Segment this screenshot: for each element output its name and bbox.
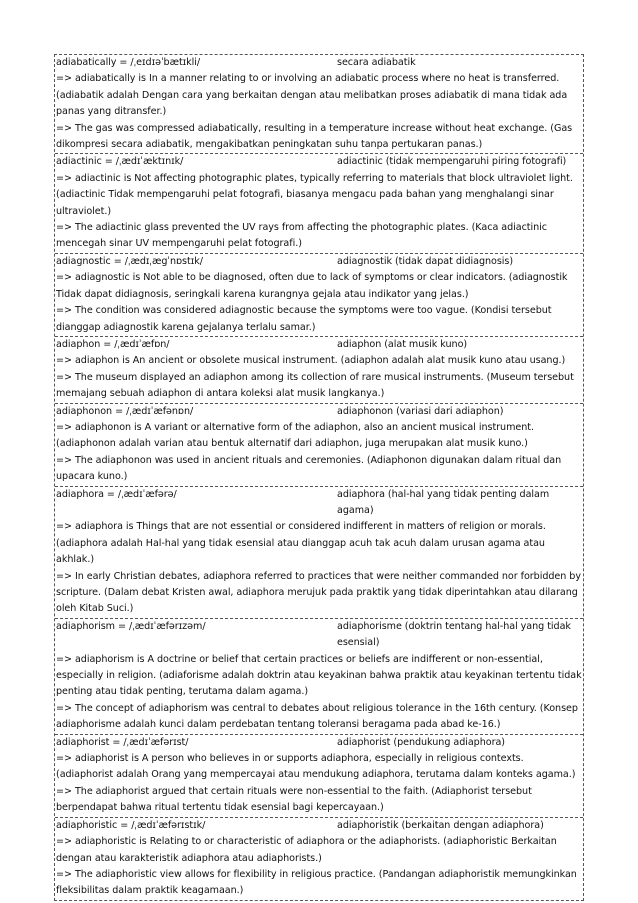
entry-definition: => adiabatically is In a manner relating to or involving an adiabatic process where no heat is transferred. (adiabatik adalah Dengan cara yang berkaitan dengan atau melibatkan proses adiabatik di mana tidak ada panas yang ditransfer.) [56, 73, 568, 118]
entry-definition: => adiaphonon is A variant or alternative form of the adiaphon, also an ancient musical instrument. (adiaphonon adalah varian atau bentuk alternatif dari adiaphon, juga merupakan alat musik kuno.) [56, 421, 534, 450]
entry-example: => The concept of adiaphorism was central to debates about religious tolerance in the 16th century. (Konsep adiaphorisme adalah kunci dalam perdebatan tentang toleransi beragama pada abad ke-16.) [56, 702, 578, 731]
entry-adiaphorism [55, 619, 583, 735]
entry-example: => In early Christian debates, adiaphora referred to practices that were neither commanded nor forbidden by scripture. (Dalam debat Kristen awal, adiaphora merujuk pada praktik yang tidak diperintahkan atau dilarang oleh Kitab Suci.) [56, 570, 581, 615]
entry-example: => The adiactinic glass prevented the UV rays from affecting the photographic plates. (Kaca adiactinic mencegah sinar UV mempengaruhi pelat fotografi.) [56, 222, 548, 250]
entry-header [56, 487, 582, 520]
entry-definition: => adiagnostic is Not able to be diagnosed, often due to lack of symptoms or clear indicators. (adiagnostik Tidak dapat didiagnosis, seringkali karena kurangnya gejala atau indikator yang jelas.) [56, 272, 568, 300]
entry-definition: => adiactinic is Not affecting photographic plates, typically referring to materials that block ultraviolet light. (adiactinic Tidak mempengaruhi pelat fotografi, biasanya mengacu pada bahan yang menghalangi sinar ultraviolet.) [56, 172, 573, 217]
entry-example: => The adiaphonon was used in ancient rituals and ceremonies. (Adiaphonon digunakan dalam ritual dan upacara kuno.) [56, 454, 562, 483]
entry-translation: adiaphora (hal-hal yang tidak penting dalam agama) [337, 488, 550, 516]
entry-example: => The adiaphoristic view allows for flexibility in religious practice. (Pandangan adiaphoristik memungkinkan fleksibilitas dalam praktik keagamaan.) [56, 868, 577, 897]
entry-translation: adiactinic (tidak mempengaruhi piring fotografi) [337, 156, 567, 168]
entry-translation: adiaphon (alat musik kuno) [337, 338, 468, 350]
entry-example: => The condition was considered adiagnostic because the symptoms were too vague. (Kondisi tersebut dianggap adiagnostik karena gejalanya terlalu samar.) [56, 305, 552, 333]
entry-adiaphon [55, 337, 583, 404]
entry-word: adiaphon = /ˌædɪˈæfɒn/ [56, 338, 170, 350]
entry-translation: adiaphorist (pendukung adiaphora) [337, 736, 505, 748]
entry-adiaphora [55, 487, 583, 619]
entry-header [56, 818, 582, 834]
entry-definition: => adiaphon is An ancient or obsolete musical instrument. (adiaphon adalah alat musik kuno atau usang.) [56, 355, 566, 367]
entry-example: => The museum displayed an adiaphon among its collection of rare musical instruments. (Museum tersebut memajang sebuah adiaphon di antara koleksi alat musik langkanya.) [56, 371, 574, 400]
entry-adiactinic [55, 154, 583, 253]
entry-word: adiaphorist = /ˌædɪˈæfərɪst/ [56, 736, 189, 748]
glossary-table [54, 54, 584, 901]
entry-header [56, 55, 582, 71]
entry-adiagnostic [55, 254, 583, 337]
entry-example: => The adiaphorist argued that certain rituals were non-essential to the faith. (Adiaphorist tersebut berpendapat bahwa ritual tertentu tidak esensial bagi kepercayaan.) [56, 785, 532, 814]
entry-header [56, 619, 582, 652]
entry-example: => The gas was compressed adiabatically, resulting in a temperature increase without heat exchange. (Gas dikompresi secara adiabatik, mengakibatkan peningkatan suhu tanpa pertukaran panas.) [56, 122, 573, 151]
entry-word: adiaphorism = /ˌædɪˈæfərɪzəm/ [56, 620, 206, 632]
entry-word: adiagnostic = /ˌædɪˌægˈnɒstɪk/ [56, 255, 203, 267]
entry-word: adiabatically = /ˌeɪdɪəˈbætɪkli/ [56, 57, 201, 68]
entry-word: adiactinic = /ˌædɪˈæktɪnɪk/ [56, 156, 184, 168]
entry-translation: adiaphoristik (berkaitan dengan adiaphora) [337, 819, 544, 831]
entry-adiaphoristic [55, 818, 583, 900]
entry-header [56, 154, 582, 170]
entry-translation: adiaphorisme (doktrin tentang hal-hal yang tidak esensial) [337, 620, 571, 649]
entry-definition: => adiaphorism is A doctrine or belief that certain practices or beliefs are indifferent or non-essential, especially in religion. (adiaforisme adalah doktrin atau keyakinan bahwa praktik atau keyakinan tertentu tidak penting atau tidak penting, terutama dalam agama.) [56, 653, 582, 698]
entry-header [56, 337, 582, 353]
entry-header [56, 404, 582, 420]
entry-adiaphonon [55, 404, 583, 487]
entry-header [56, 735, 582, 751]
entry-definition: => adiaphorist is A person who believes in or supports adiaphora, especially in religious contexts. (adiaphorist adalah Orang yang mempercayai atau mendukung adiaphora, terutama dalam konteks agama.) [56, 753, 576, 781]
entry-translation: adiagnostik (tidak dapat didiagnosis) [337, 255, 514, 267]
entry-translation: adiaphonon (variasi dari adiaphon) [337, 405, 504, 417]
entry-word: adiaphoristic = /ˌædɪˈæfərɪstɪk/ [56, 819, 206, 831]
entry-definition: => adiaphora is Things that are not essential or considered indifferent in matters of religion or morals. (adiaphora adalah Hal-hal yang tidak esensial atau dianggap acuh tak acuh dalam urusan agama atau akhlak.) [56, 521, 546, 566]
entry-translation: secara adiabatik [337, 57, 416, 68]
entry-definition: => adiaphoristic is Relating to or characteristic of adiaphora or the adiaphorists. (adiaphoristic Berkaitan dengan atau karakteristik adiaphora atau adiaphorists.) [56, 836, 557, 864]
entry-word: adiaphora = /ˌædɪˈæfərə/ [56, 488, 177, 500]
entry-word: adiaphonon = /ˌædɪˈæfənɒn/ [56, 405, 194, 417]
entry-header [56, 254, 582, 270]
entry-adiaphorist [55, 735, 583, 818]
entry-adiabatically [55, 55, 583, 154]
